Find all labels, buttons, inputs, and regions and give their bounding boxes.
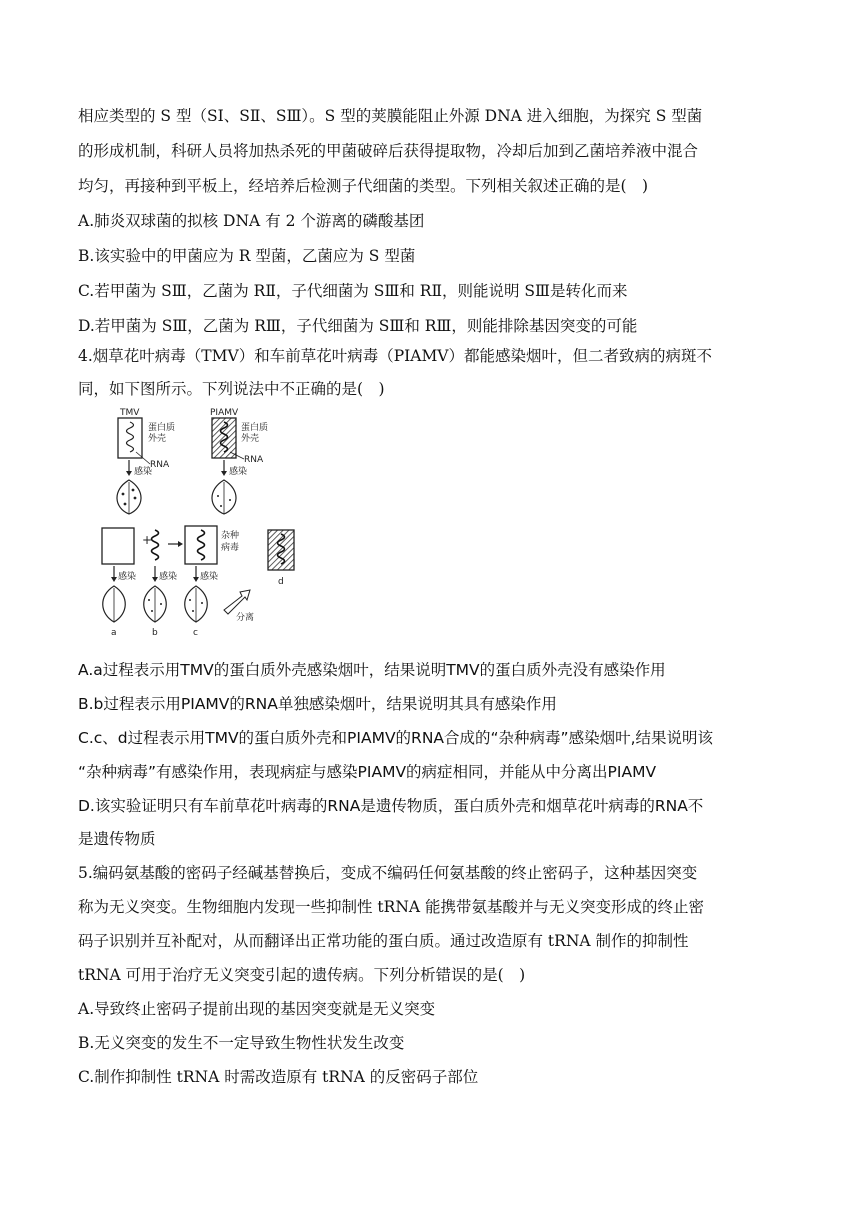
q5-stem-line-3: 码子识别并互补配对，从而翻译出正常功能的蛋白质。通过改造原有 tRNA 制作的抑制性	[78, 932, 689, 950]
hybrid-rna-coil	[198, 530, 205, 560]
q4-option-d-line-1: D.该实验证明只有车前草花叶病毒的RNA是遗传物质，蛋白质外壳和烟草花叶病毒的RNA不	[78, 797, 704, 815]
q5-stem-line-4: tRNA 可用于治疗无义突变引起的遗传病。下列分析错误的是( )	[78, 966, 526, 984]
piamv-protein-label: 蛋白质	[241, 423, 269, 433]
separate-label: 分离	[236, 613, 255, 623]
tmv-protein-label: 蛋白质	[148, 423, 176, 433]
q4-option-a: A.a过程表示用TMV的蛋白质外壳感染烟叶，结果说明TMV的蛋白质外壳没有感染作用	[78, 661, 666, 679]
q3-stem-line-1: 相应类型的 S 型（SⅠ、SⅡ、SⅢ）。S 型的荚膜能阻止外源 DNA 进入细胞，为探究 S 型菌	[78, 107, 703, 125]
q3-stem-line-2: 的形成机制，科研人员将加热杀死的甲菌破碎后获得提取物，冷却后加到乙菌培养液中混合	[78, 142, 699, 160]
q5-option-c: C.制作抑制性 tRNA 时需改造原有 tRNA 的反密码子部位	[78, 1068, 479, 1086]
tmv-label: TMV	[120, 408, 140, 418]
piamv-rna-label: RNA	[244, 455, 264, 465]
q4-stem-line-1: 4.烟草花叶病毒（TMV）和车前草花叶病毒（PIAMV）都能感染烟叶，但二者致病的病斑不	[78, 347, 713, 365]
label-d: d	[278, 577, 284, 587]
piamv-label: PIAMV	[210, 408, 239, 418]
q4-option-d-line-2: 是遗传物质	[78, 830, 156, 848]
hybrid-label-2: 病毒	[221, 543, 240, 553]
q4-stem-line-2: 同，如下图所示。下列说法中不正确的是( )	[78, 380, 385, 398]
rna-coil-b	[152, 530, 159, 560]
hybrid-virus-box	[185, 526, 217, 564]
tmv-rna-coil	[127, 422, 134, 452]
q3-option-d: D.若甲菌为 SⅢ，乙菌为 RⅢ，子代细菌为 SⅢ和 RⅢ，则能排除基因突变的可能	[78, 317, 638, 335]
label-a: a	[111, 628, 117, 638]
q3-option-c: C.若甲菌为 SⅢ，乙菌为 RⅡ，子代细菌为 SⅢ和 RⅡ，则能说明 SⅢ是转化而来	[78, 282, 628, 300]
tmv-coat-label: 外壳	[148, 434, 167, 444]
q5-stem-line-2: 称为无义突变。生物细胞内发现一些抑制性 tRNA 能携带氨基酸并与无义突变形成的终止密	[78, 898, 705, 916]
separate-arrow-icon	[224, 590, 250, 614]
infect-label-c: 感染	[200, 572, 219, 582]
label-c: c	[193, 628, 198, 638]
q3-option-a: A.肺炎双球菌的拟核 DNA 有 2 个游离的磷酸基团	[78, 212, 425, 230]
virus-infection-diagram	[92, 404, 332, 644]
tmv-infect-label: 感染	[134, 467, 153, 477]
q5-option-a: A.导致终止密码子提前出现的基因突变就是无义突变	[78, 1000, 436, 1018]
label-b: b	[152, 628, 158, 638]
q3-option-b: B.该实验中的甲菌应为 R 型菌，乙菌应为 S 型菌	[78, 247, 416, 265]
q5-option-b: B.无义突变的发生不一定导致生物性状发生改变	[78, 1034, 405, 1052]
plus-sign: +	[142, 533, 153, 547]
q4-option-c-line-2: “杂种病毒”有感染作用，表现病症与感染PIAMV的病症相同，并能从中分离出PIAMV	[78, 763, 657, 781]
tmv-rna-label: RNA	[150, 460, 170, 470]
virus-infection-figure	[92, 404, 332, 644]
q4-option-c-line-1: C.c、d过程表示用TMV的蛋白质外壳和PIAMV的RNA合成的“杂种病毒”感染烟叶,结果说明该	[78, 729, 714, 747]
infect-label-b: 感染	[159, 572, 178, 582]
infect-label-a: 感染	[118, 572, 137, 582]
hybrid-label-1: 杂种	[221, 531, 240, 541]
q4-option-b: B.b过程表示用PIAMV的RNA单独感染烟叶，结果说明其具有感染作用	[78, 695, 557, 713]
q3-stem-line-3: 均匀，再接种到平板上，经培养后检测子代细菌的类型。下列相关叙述正确的是( )	[78, 177, 649, 195]
piamv-coat-label: 外壳	[241, 434, 260, 444]
piamv-infect-label: 感染	[229, 467, 248, 477]
q5-stem-line-1: 5.编码氨基酸的密码子经碱基替换后，变成不编码任何氨基酸的终止密码子，这种基因突变	[78, 864, 698, 882]
protein-coat-box-a	[102, 528, 134, 564]
